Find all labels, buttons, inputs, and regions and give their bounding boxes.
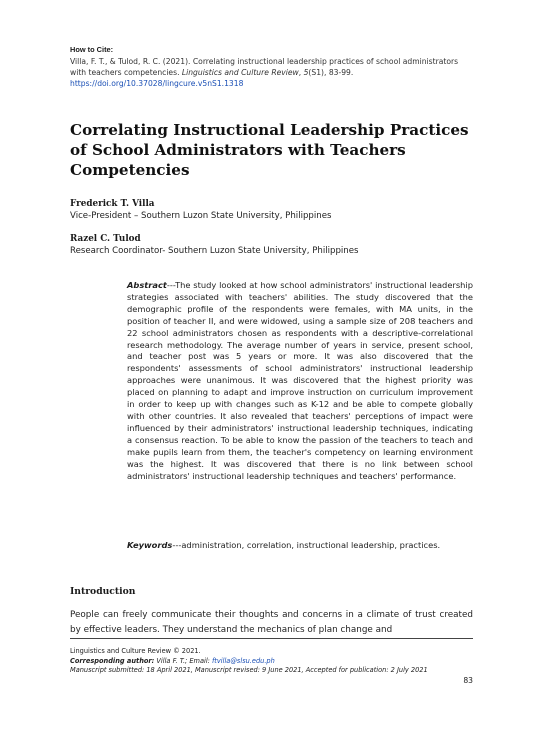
footer-corresponding xyxy=(70,657,428,667)
citation-text: Villa, F. T., & Tulod, R. C. (2021). Correlating instructional leadership practices of school administrators with teachers competencies. Linguistics and Culture Review, 5(S1), 83-99. https://doi.org/10.37028/lingcure.v5nS1.1318 xyxy=(70,57,459,88)
introduction-heading: Introduction xyxy=(70,586,136,597)
citation-label: How to Cite: xyxy=(70,45,114,54)
author-2-name: Razel C. Tulod xyxy=(70,234,141,244)
keywords: Keywords---administration, correlation, instructional leadership, practices. xyxy=(127,540,441,550)
abstract-text: The study looked at how school administrators' instructional leadership strategies associated with teachers' abilities. The study discovered that the demographic profile of the respondents were females, with MA units, in the position of teacher II, and were widowed, using a sample size of 208 teachers and 22 school administrators chosen as respondents with a descriptive-correlational research methodology. The average number of years in service, present school, and teacher post was 5 years or more. It was also discovered that the respondents' assessments of school administrators' instructional leadership approaches were unanimous. It was discovered that the highest priority was placed on planning to adapt and improve instruction on curriculum improvement in order to keep up with changes such as K-12 and be able to compete globally with other countries. It also revealed that teachers' perceptions of impact were influenced by their administrators' instructional leadership techniques, indicating a consensus reaction. To be able to know the passion of the teachers to teach and make pupils learn from them, the teacher's competency on learning environment was the highest. It was discovered that there is no link between school administrators' instructional leadership techniques and teachers' performance. xyxy=(127,280,473,481)
footer-copyright: Linguistics and Culture Review © 2021. xyxy=(70,647,201,655)
footer-divider xyxy=(70,638,473,639)
abstract-label: Abstract xyxy=(127,280,167,290)
footer-corresponding-label: Corresponding author: xyxy=(70,656,155,665)
footer-manuscript-dates: Manuscript submitted: 18 April 2021, Manuscript revised: 9 June 2021, Accepted for publication: 2 July 2021 xyxy=(70,666,428,675)
author-1-affiliation: Vice-President – Southern Luzon State University, Philippines xyxy=(70,211,332,221)
author-2-affiliation: Research Coordinator- Southern Luzon State University, Philippines xyxy=(70,246,359,256)
introduction-text: People can freely communicate their thoughts and concerns in a climate of trust created by effective leaders. They understand the mechanics of plan change and xyxy=(70,610,473,635)
citation-volume: 5 xyxy=(303,68,309,77)
keywords-label: Keywords xyxy=(127,540,173,550)
citation-doi-link[interactable]: https://doi.org/10.37028/lingcure.v5nS1.1318 xyxy=(70,79,244,88)
footer-corresponding-name: Villa F. T.; Email: xyxy=(156,656,210,665)
footer xyxy=(70,647,428,676)
footer-email-link[interactable]: ftvilla@slsu.edu.ph xyxy=(211,656,275,665)
citation-authors: Villa, F. T., & Tulod, R. C. (2021). Correlating instructional leadership practices of school administrators with teachers competencies. xyxy=(70,57,459,77)
abstract: Abstract---The study looked at how school administrators' instructional leadership strategies associated with teachers' abilities. The study discovered that the demographic profile of the respondents were females, with MA units, in the position of teacher II, and were widowed, using a sample size of 208 teachers and 22 school administrators chosen as respondents with a descriptive-correlational research methodology. The average number of years in service, present school, and teacher post was 5 years or more. It was also discovered that the respondents' assessments of school administrators' instructional leadership approaches were unanimous. It was discovered that the highest priority was placed on planning to adapt and improve instruction on curriculum improvement in order to keep up with changes such as K-12 and be able to compete globally with other countries. It also revealed that teachers' perceptions of impact were influenced by their administrators' instructional leadership techniques, indicating a consensus reaction. To be able to know the passion of the teachers to teach and make pupils learn from them, the teacher's competency on learning environment was the highest. It was discovered that there is no link between school administrators' instructional leadership techniques and teachers' performance. xyxy=(127,280,473,481)
keywords-text: administration, correlation, instructional leadership, practices. xyxy=(181,540,441,550)
paper-title: Correlating Instructional Leadership Practices of School Administrators with Teachers Competencies xyxy=(70,121,469,179)
page-number: 83 xyxy=(463,676,473,685)
citation-journal: Linguistics and Culture Review xyxy=(181,68,299,77)
author-1-name: Frederick T. Villa xyxy=(70,199,155,209)
citation-issue: (S1), 83-99. xyxy=(308,68,354,77)
